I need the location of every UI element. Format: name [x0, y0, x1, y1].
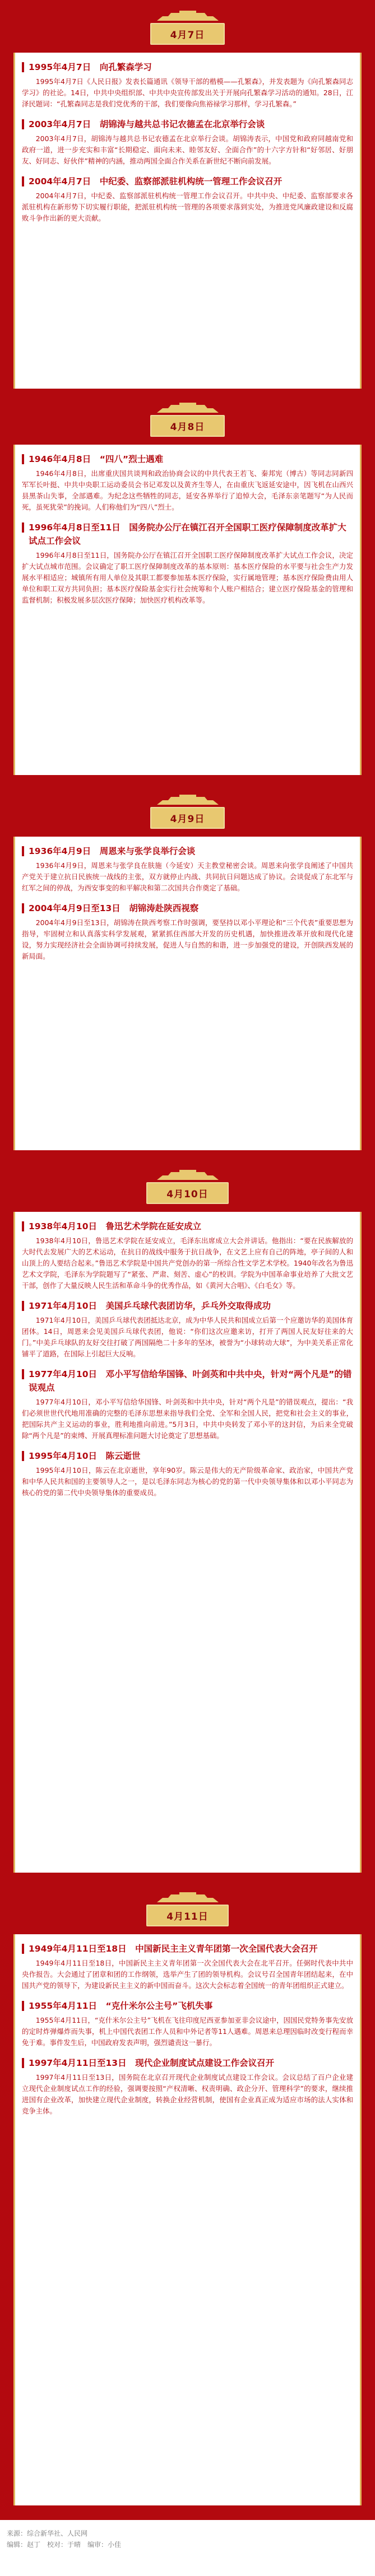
entry-title-text: 2004年4月9日至13日 胡锦涛赴陕西视察 [29, 903, 199, 913]
entry [22, 844, 353, 894]
entry-title-text: 1949年4月11日至18日 中国新民主主义青年团第一次全国代表大会召开 [29, 1944, 318, 1954]
entry-title-text: 1996年4月8日至11日 国务院办公厅在镇江召开全国职工医疗保障制度改革扩大试点工作会议 [29, 522, 346, 546]
entry-body: 1995年4月7日《人民日报》发表长篇通讯《领导干部的楷模——孔繁森》，并发表题为《向孔繁森同志学习》的社论。14日，中共中央组织部、中共中央宣传部发出关于开展向孔繁森学习活动的通知。28日，江泽民题词：“孔繁森同志是我们党优秀的干部，我们要像向焦裕禄学习那样，学习孔繁森。” [22, 77, 353, 108]
entry-title [22, 1299, 353, 1313]
entry-title [22, 1220, 353, 1233]
entry-body: 1997年4月11日至13日，国务院在北京召开现代企业制度试点建设工作会议。会议总结了百户企业建立现代企业制度试点工作的经验，强调要按照“产权清晰、权责明确、政企分开、管理科学”的要求，继续推进国有企业改革，加快建立现代企业制度，转换企业经营机制，使国有企业真正成为适应市场的法人实体和竞争主体。 [22, 2073, 353, 2115]
entry-title [22, 1368, 353, 1394]
entry-title [22, 118, 353, 131]
entry-body: 1977年4月10日，邓小平写信给华国锋、叶剑英和中共中央，针对“两个凡是”的错误观点，提出：“我们必须世世代代地用准确的完整的毛泽东思想来指导我们全党、全军和全国人民，把党和社会主义的事业，把国际共产主义运动的事业，胜利地推向前进。”5月3日，中共中央转发了邓小平的这封信，为后来全党破除“两个凡是”的束缚、开展真理标准问题大讨论奠定了思想基础。 [22, 1398, 353, 1440]
entry-title [22, 902, 353, 915]
footer-source: 来源：综合新华社、人民网 [7, 2530, 88, 2537]
section-panel-1 [13, 445, 362, 775]
title-marker [22, 1301, 24, 1311]
entry [22, 1449, 353, 1499]
title-marker [22, 1944, 24, 1954]
entry [22, 2056, 353, 2117]
date-header-0 [0, 0, 375, 45]
title-marker [22, 846, 24, 856]
date-label: 4月7日 [150, 23, 225, 45]
footer [0, 2520, 375, 2576]
entry-body: 1949年4月11日至18日，中国新民主主义青年团第一次全国代表大会在北平召开。任弼时代表中共中央作报告。大会通过了团章和团的工作纲领，选举产生了团的领导机构。会议号召全国青年团结起来，在中国共产党的领导下，为建设新民主主义的新中国而奋斗。这次大会标志着全国统一的青年团组织正式建立。 [22, 1959, 353, 1990]
tiananmen-icon [151, 10, 224, 22]
title-marker [22, 1221, 24, 1231]
entry-title [22, 2056, 353, 2070]
entry-body: 1995年4月10日，陈云在北京逝世，享年90岁。陈云是伟大的无产阶级革命家、政治家，中国共产党和中华人民共和国的主要领导人之一，是以毛泽东同志为核心的党的第一代中央领导集体和以邓小平同志为核心的党的第二代中央领导集体的重要成员。 [22, 1466, 353, 1497]
footer-credits: 编辑：赵丁 校对：于晴 编审：小佳 [7, 2541, 122, 2549]
entry [22, 1220, 353, 1291]
entry-title-text: 1955年4月11日 “克什米尔公主号”飞机失事 [29, 2001, 213, 2011]
entry-body: 1996年4月8日至11日，国务院办公厅在镇江召开全国职工医疗保障制度改革扩大试点工作会议，决定扩大试点城市范围。会议确定了职工医疗保障制度改革的基本原则：基本医疗保险的水平要与社会生产力发展水平相适应；城镇所有用人单位及其职工都要参加基本医疗保险，实行属地管理；基本医疗保险费由用人单位和职工双方共同负担；基本医疗保险基金实行社会统筹和个人账户相结合；建立医疗保险基金的管理和监督机制；积极发展多层次医疗保障；加快医疗机构改革等。 [22, 551, 353, 604]
entry-body: 1936年4月9日，周恩来与张学良在肤施（今延安）天主教堂秘密会谈。周恩来向张学良阐述了中国共产党关于建立抗日民族统一战线的主张，双方就停止内战、共同抗日问题达成了协议。会谈促成了东北军与红军之间的停战，为西安事变的和平解决和第二次国共合作奠定了基础。 [22, 861, 353, 892]
entry [22, 1942, 353, 1991]
tiananmen-icon [151, 402, 224, 414]
entry [22, 60, 353, 110]
entry-body: 1938年4月10日，鲁迅艺术学院在延安成立，毛泽东出席成立大会并讲话。他指出：“要在民族解放的大时代去发展广大的艺术运动，在抗日的战线中服务于抗日战争，在文艺上应有自己的阵地，亭子间的人和山顶上的人要结合起来。”鲁迅艺术学院是中国共产党创办的第一所综合性文学艺术学校。1940年改名为鲁迅艺术文学院，毛泽东为学院题写了“紧张、严肃、刻苦、虚心”的校训。学院为中国革命事业培养了大批文艺干部，创作了大量反映人民生活和革命斗争的优秀作品，如《黄河大合唱》、《白毛女》等。 [22, 1236, 353, 1290]
entry-body: 2003年4月7日，胡锦涛与越共总书记农德孟在北京举行会谈。胡锦涛表示，中国党和政府同越南党和政府一道，进一步充实和丰富“长期稳定、面向未来、睦邻友好、全面合作”的十六字方针和“好邻居、好朋友、好同志、好伙伴”精神的内涵，推动两国全面合作关系在新世纪不断向前发展。 [22, 134, 353, 165]
entry-title [22, 1942, 353, 1956]
section-panel-0 [13, 53, 362, 389]
entry-title [22, 844, 353, 858]
entry-title-text: 1938年4月10日 鲁迅艺术学院在延安成立 [29, 1221, 201, 1231]
title-marker [22, 62, 24, 72]
entry-body: 1955年4月11日，“克什米尔公主号”飞机在飞往印度尼西亚参加亚非会议途中，因国民党特务事先安放的定时炸弹爆炸而失事，机上中国代表团工作人员和中外记者等11人遇难。周恩来总理因临时改变行程而幸免于难。事件发生后，中国政府发表声明，强烈谴责这一暴行。 [22, 2016, 353, 2047]
title-marker [22, 176, 24, 186]
title-marker [22, 903, 24, 913]
date-header-1 [0, 392, 375, 437]
section-panel-3 [13, 1212, 362, 1873]
title-marker [22, 2058, 24, 2068]
entry-title-text: 1936年4月9日 周恩来与张学良举行会谈 [29, 846, 196, 856]
tiananmen-icon [151, 794, 224, 806]
entry-title-text: 2003年4月7日 胡锦涛与越共总书记农德孟在北京举行会谈 [29, 119, 265, 129]
entry-title-text: 1995年4月7日 向孔繁森学习 [29, 62, 152, 72]
date-header-4 [0, 1882, 375, 1926]
entry-title [22, 60, 353, 74]
entry-title [22, 452, 353, 466]
date-label: 4月8日 [150, 415, 225, 437]
title-marker [22, 119, 24, 129]
entry-title-text: 1997年4月11日至13日 现代企业制度试点建设工作会议召开 [29, 2058, 275, 2068]
date-label: 4月10日 [146, 1182, 229, 1204]
entry [22, 175, 353, 224]
date-label: 4月11日 [146, 1905, 229, 1926]
title-marker [22, 454, 24, 464]
section-panel-2 [13, 837, 362, 1150]
entry-title [22, 1999, 353, 2013]
title-marker [22, 2001, 24, 2011]
entry [22, 521, 353, 606]
entry-title [22, 521, 353, 548]
entry-title-text: 1995年4月10日 陈云逝世 [29, 1451, 141, 1461]
date-header-2 [0, 784, 375, 829]
entry-body: 2004年4月7日，中纪委、监察部派驻机构统一管理工作会议召开。中共中央、中纪委、监察部要求各派驻机构在新形势下切实履行职能，把派驻机构统一管理的各项要求落到实处，为推进党风廉政建设和反腐败斗争作出新的更大贡献。 [22, 192, 353, 222]
entry-title-text: 1946年4月8日 “四八”烈士遇难 [29, 454, 164, 464]
tiananmen-icon [151, 1891, 224, 1903]
entry-body: 1971年4月10日，美国乒乓球代表团抵达北京，成为中华人民共和国成立后第一个应邀访华的美国体育团体。14日，周恩来会见美国乒乓球代表团，他说：“你们这次应邀来访，打开了两国人民友好往来的大门。”中美乒乓球队的友好交往打破了两国隔绝二十多年的坚冰，被誉为“小球转动大球”，为中美关系正常化铺平了道路，在国际上引起巨大反响。 [22, 1316, 353, 1358]
entry [22, 902, 353, 962]
entry [22, 1368, 353, 1441]
section-panel-4 [13, 1934, 362, 2505]
entry-body: 1946年4月8日，出席重庆国共谈判和政治协商会议的中共代表王若飞、秦邦宪（博古）等同志同新四军军长叶挺、中共中央职工运动委员会书记邓发以及黄齐生等人，在由重庆飞返延安途中，因飞机在山西兴县黑茶山失事，全部遇难。为纪念这些牺牲的同志，延安各界举行了追悼大会，毛泽东亲笔题写“为人民而死，虽死犹荣”的挽词。人们称他们为“四八”烈士。 [22, 469, 353, 511]
entry-body: 2004年4月9日至13日，胡锦涛在陕西考察工作时强调，要坚持以邓小平理论和“三个代表”重要思想为指导，牢固树立和认真落实科学发展观，紧紧抓住西部大开发的历史机遇，加快推进改革开放和现代化建设，努力实现经济社会全面协调可持续发展，促进人与自然的和谐，进一步加强党的建设，开创陕西发展的新局面。 [22, 918, 353, 960]
entry [22, 1999, 353, 2048]
entry [22, 1299, 353, 1360]
date-label: 4月9日 [150, 807, 225, 829]
entry-title [22, 1449, 353, 1463]
date-header-3 [0, 1159, 375, 1204]
entry-title-text: 1977年4月10日 邓小平写信给华国锋、叶剑英和中共中央，针对“两个凡是”的错误观点 [29, 1369, 352, 1393]
tiananmen-icon [151, 1169, 224, 1181]
entry-title [22, 175, 353, 188]
entry [22, 452, 353, 513]
entry-title-text: 1971年4月10日 美国乒乓球代表团访华，乒乓外交取得成功 [29, 1301, 271, 1311]
entry [22, 118, 353, 167]
title-marker [22, 522, 24, 533]
title-marker [22, 1451, 24, 1461]
title-marker [22, 1369, 24, 1379]
entry-title-text: 2004年4月7日 中纪委、监察部派驻机构统一管理工作会议召开 [29, 176, 283, 186]
